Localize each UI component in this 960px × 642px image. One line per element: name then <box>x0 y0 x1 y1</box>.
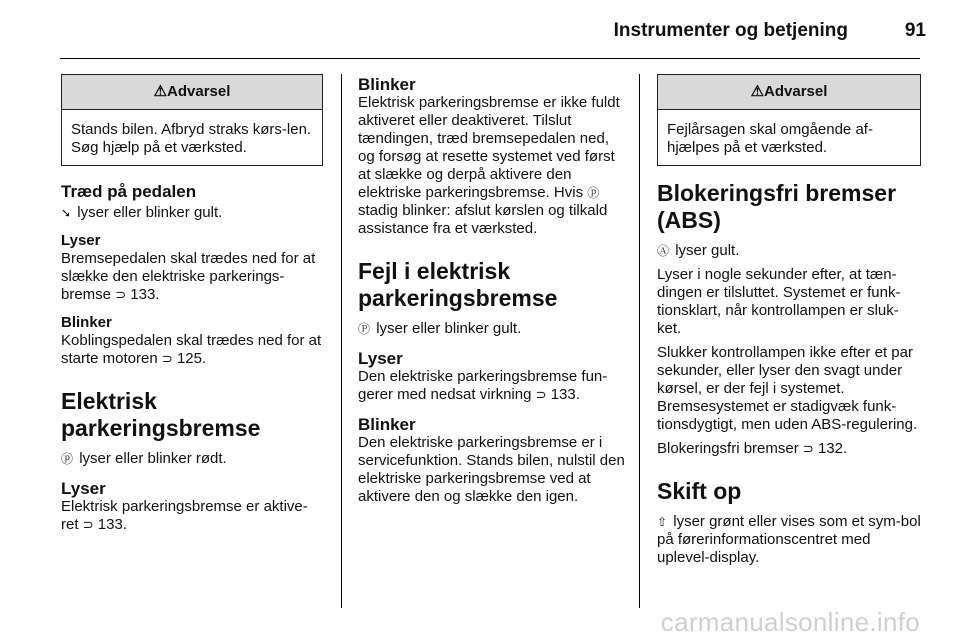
warning-text: Stands bilen. Afbryd straks kørs-len. Søg hjælp på et værksted. <box>71 121 312 156</box>
section-heading: Skift op <box>657 478 742 504</box>
subheading: Lyser <box>61 479 106 498</box>
column-2 <box>358 74 626 506</box>
parking-brake-icon: ⓟ <box>587 186 600 200</box>
paragraph: Den elektriske parkeringsbremse er i servicefunktion. Stands bilen, nulstil den elektriske parkeringsbremse ved at aktivere den og slække den igen. <box>358 434 625 505</box>
page-number: 91 <box>904 20 926 41</box>
watermark: carmanualsonline.info <box>660 607 920 637</box>
paragraph: Ⓐ lyser gult. <box>657 242 740 259</box>
warning-text: Fejlårsagen skal omgående af-hjælpes på et værksted. <box>667 121 873 156</box>
paragraph: Elektrisk parkeringsbremse er ikke fuldt aktiveret eller deaktiveret. Tilslut tændingen, træd bremsepedalen ned, og forsøg at resette systemet ved først at slække og derpå aktivere den elektriske parkeringsbremse. Hvis ⓟ stadig blinker: afslut kørslen og tilkald assistance fra et værksted. <box>358 94 620 237</box>
pedal-icon: ➘ <box>61 206 72 220</box>
shift-up-icon: ⇧ <box>657 515 668 529</box>
section-heading: Elektrisk parkeringsbremse <box>61 388 261 441</box>
section-heading: Blokeringsfri bremser (ABS) <box>657 180 897 233</box>
subheading: Blinker <box>358 75 416 94</box>
column-3 <box>657 74 921 567</box>
arrow-ref-icon: ⊃ <box>802 441 814 456</box>
paragraph: Elektrisk parkeringsbremse er aktive-ret ⊃ 133. <box>61 498 308 533</box>
section-heading: Fejl i elektrisk parkeringsbremse <box>358 258 558 311</box>
arrow-ref-icon: ⊃ <box>535 387 547 402</box>
column-1 <box>61 74 323 534</box>
paragraph: ⓟ lyser eller blinker rødt. <box>61 450 227 467</box>
paragraph: ⇧ lyser grønt eller vises som et sym-bol på førerinformationscentret med uplevel-display. <box>657 513 921 566</box>
paragraph: Koblingspedalen skal trædes ned for at starte motoren ⊃ 125. <box>61 332 322 367</box>
epb-fault-icon: Ⓟ <box>358 322 371 336</box>
abs-icon: Ⓐ <box>657 244 670 258</box>
warning-header: ⚠Advarsel <box>62 75 322 110</box>
subheading: Blinker <box>61 314 112 331</box>
arrow-ref-icon: ⊃ <box>82 517 94 532</box>
warning-box <box>657 74 921 166</box>
column-divider-1 <box>341 74 342 608</box>
arrow-ref-icon: ⊃ <box>115 287 127 302</box>
paragraph: ➘ lyser eller blinker gult. <box>61 204 223 221</box>
header-title: Instrumenter og betjening <box>613 20 848 41</box>
page-header <box>60 18 926 48</box>
subheading: Lyser <box>358 349 403 368</box>
header-rule <box>60 58 920 59</box>
paragraph: Blokeringsfri bremser ⊃ 132. <box>657 440 848 457</box>
paragraph: Den elektriske parkeringsbremse fun-gerer med nedsat virkning ⊃ 133. <box>358 368 608 403</box>
warning-box <box>61 74 323 166</box>
subheading: Lyser <box>61 232 101 249</box>
warning-triangle-icon: ⚠ <box>750 83 765 100</box>
paragraph: Bremsepedalen skal trædes ned for at slække den elektriske parkerings-bremse ⊃ 133. <box>61 250 316 303</box>
parking-brake-icon: ⓟ <box>61 452 74 466</box>
subheading: Blinker <box>358 415 416 434</box>
warning-header: ⚠Advarsel <box>658 75 920 110</box>
paragraph: Slukker kontrollampen ikke efter et par sekunder, eller lyser den svagt under kørsel, er der fejl i systemet. Bremsesystemet er stadigvæk funk-tionsdygtigt, men uden ABS-regulering. <box>657 344 918 433</box>
arrow-ref-icon: ⊃ <box>161 351 173 366</box>
column-divider-2 <box>639 74 640 608</box>
paragraph: Ⓟ lyser eller blinker gult. <box>358 320 522 337</box>
paragraph: Lyser i nogle sekunder efter, at tæn-dingen er tilsluttet. Systemet er funk-tionsklart, når kontrollampen er sluk-ket. <box>657 266 901 337</box>
warning-triangle-icon: ⚠ <box>153 83 168 100</box>
section-heading: Træd på pedalen <box>61 182 197 201</box>
